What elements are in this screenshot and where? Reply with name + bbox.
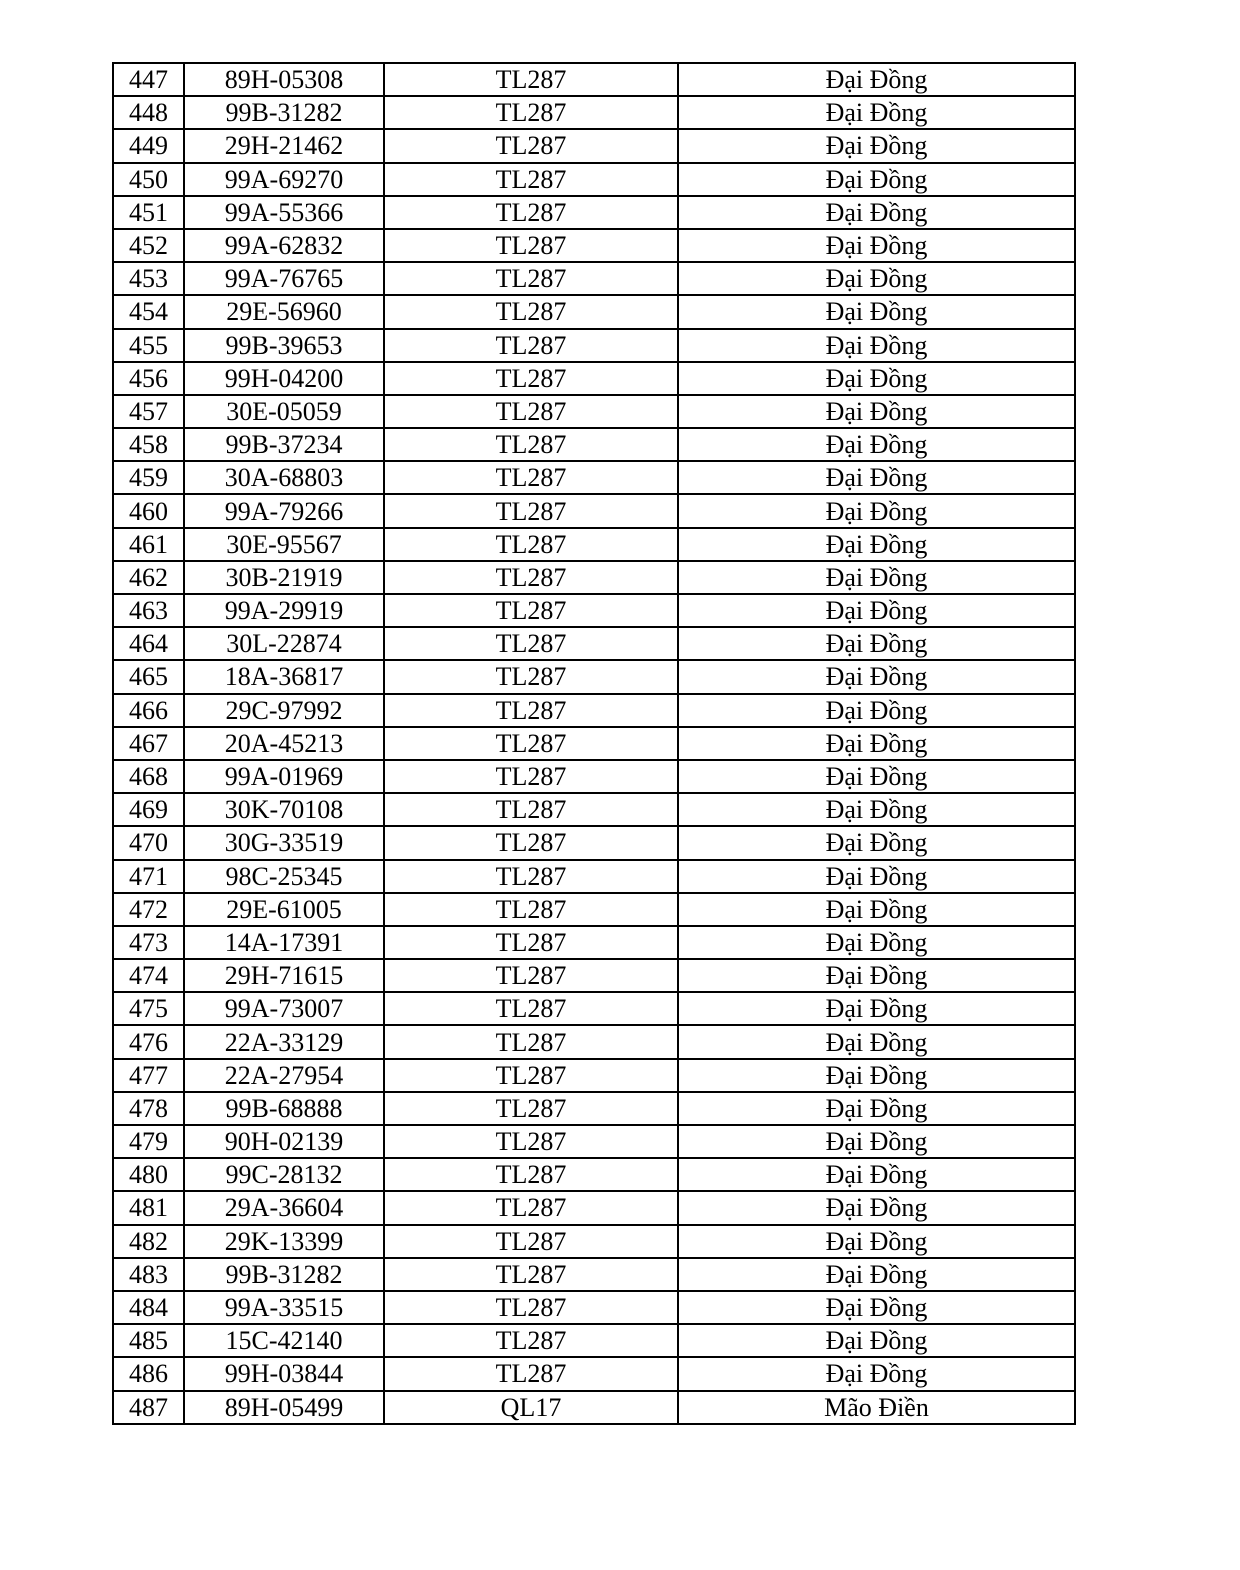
route-cell: TL287	[384, 992, 678, 1025]
location-cell: Đại Đồng	[678, 594, 1075, 627]
license-plate-cell: 99A-01969	[184, 760, 384, 793]
route-cell: TL287	[384, 793, 678, 826]
license-plate-cell: 99B-39653	[184, 329, 384, 362]
table-row	[113, 461, 1075, 494]
table-row	[113, 760, 1075, 793]
location-cell: Đại Đồng	[678, 926, 1075, 959]
table-row	[113, 494, 1075, 527]
row-number-cell: 454	[113, 295, 184, 328]
table-row	[113, 1324, 1075, 1357]
license-plate-cell: 30A-68803	[184, 461, 384, 494]
location-cell: Đại Đồng	[678, 727, 1075, 760]
license-plate-cell: 99B-31282	[184, 96, 384, 129]
row-number-cell: 457	[113, 395, 184, 428]
table-row	[113, 694, 1075, 727]
route-cell: TL287	[384, 860, 678, 893]
vehicle-violation-table	[112, 62, 1076, 1425]
table-row	[113, 1059, 1075, 1092]
route-cell: TL287	[384, 561, 678, 594]
license-plate-cell: 15C-42140	[184, 1324, 384, 1357]
route-cell: TL287	[384, 63, 678, 96]
license-plate-cell: 99B-37234	[184, 428, 384, 461]
row-number-cell: 462	[113, 561, 184, 594]
table-row	[113, 1025, 1075, 1058]
location-cell: Đại Đồng	[678, 528, 1075, 561]
location-cell: Đại Đồng	[678, 329, 1075, 362]
route-cell: TL287	[384, 494, 678, 527]
route-cell: TL287	[384, 1092, 678, 1125]
route-cell: TL287	[384, 461, 678, 494]
license-plate-cell: 99B-68888	[184, 1092, 384, 1125]
location-cell: Đại Đồng	[678, 1025, 1075, 1058]
route-cell: TL287	[384, 627, 678, 660]
table-row	[113, 627, 1075, 660]
route-cell: TL287	[384, 926, 678, 959]
table-row	[113, 561, 1075, 594]
row-number-cell: 480	[113, 1158, 184, 1191]
location-cell: Đại Đồng	[678, 461, 1075, 494]
license-plate-cell: 99A-69270	[184, 163, 384, 196]
table-row	[113, 262, 1075, 295]
location-cell: Đại Đồng	[678, 627, 1075, 660]
license-plate-cell: 99A-62832	[184, 229, 384, 262]
license-plate-cell: 99H-03844	[184, 1357, 384, 1390]
license-plate-cell: 30B-21919	[184, 561, 384, 594]
route-cell: TL287	[384, 893, 678, 926]
table-row	[113, 1125, 1075, 1158]
license-plate-cell: 99C-28132	[184, 1158, 384, 1191]
table-row	[113, 594, 1075, 627]
row-number-cell: 448	[113, 96, 184, 129]
location-cell: Đại Đồng	[678, 262, 1075, 295]
table-row	[113, 362, 1075, 395]
location-cell: Đại Đồng	[678, 96, 1075, 129]
license-plate-cell: 29E-61005	[184, 893, 384, 926]
license-plate-cell: 30E-95567	[184, 528, 384, 561]
table-row	[113, 63, 1075, 96]
license-plate-cell: 89H-05499	[184, 1391, 384, 1424]
table-row	[113, 1158, 1075, 1191]
license-plate-cell: 30L-22874	[184, 627, 384, 660]
license-plate-cell: 20A-45213	[184, 727, 384, 760]
location-cell: Đại Đồng	[678, 1158, 1075, 1191]
location-cell: Đại Đồng	[678, 1291, 1075, 1324]
route-cell: TL287	[384, 1158, 678, 1191]
location-cell: Đại Đồng	[678, 760, 1075, 793]
license-plate-cell: 99A-73007	[184, 992, 384, 1025]
location-cell: Đại Đồng	[678, 561, 1075, 594]
row-number-cell: 455	[113, 329, 184, 362]
license-plate-cell: 18A-36817	[184, 660, 384, 693]
row-number-cell: 487	[113, 1391, 184, 1424]
table-row	[113, 1258, 1075, 1291]
row-number-cell: 475	[113, 992, 184, 1025]
row-number-cell: 473	[113, 926, 184, 959]
row-number-cell: 459	[113, 461, 184, 494]
route-cell: TL287	[384, 395, 678, 428]
table-body	[113, 63, 1075, 1424]
row-number-cell: 472	[113, 893, 184, 926]
table-row	[113, 129, 1075, 162]
table-row	[113, 1191, 1075, 1224]
route-cell: TL287	[384, 1025, 678, 1058]
row-number-cell: 461	[113, 528, 184, 561]
route-cell: TL287	[384, 594, 678, 627]
table-row	[113, 727, 1075, 760]
route-cell: TL287	[384, 295, 678, 328]
row-number-cell: 470	[113, 826, 184, 859]
location-cell: Đại Đồng	[678, 1258, 1075, 1291]
license-plate-cell: 29A-36604	[184, 1191, 384, 1224]
location-cell: Đại Đồng	[678, 163, 1075, 196]
route-cell: TL287	[384, 196, 678, 229]
row-number-cell: 471	[113, 860, 184, 893]
table-row	[113, 329, 1075, 362]
row-number-cell: 449	[113, 129, 184, 162]
table-row	[113, 196, 1075, 229]
table-row	[113, 992, 1075, 1025]
row-number-cell: 460	[113, 494, 184, 527]
row-number-cell: 482	[113, 1225, 184, 1258]
location-cell: Đại Đồng	[678, 494, 1075, 527]
route-cell: TL287	[384, 1191, 678, 1224]
row-number-cell: 478	[113, 1092, 184, 1125]
route-cell: TL287	[384, 760, 678, 793]
license-plate-cell: 30E-05059	[184, 395, 384, 428]
location-cell: Đại Đồng	[678, 1125, 1075, 1158]
row-number-cell: 456	[113, 362, 184, 395]
row-number-cell: 469	[113, 793, 184, 826]
license-plate-cell: 29K-13399	[184, 1225, 384, 1258]
row-number-cell: 465	[113, 660, 184, 693]
route-cell: TL287	[384, 528, 678, 561]
row-number-cell: 479	[113, 1125, 184, 1158]
route-cell: TL287	[384, 329, 678, 362]
location-cell: Đại Đồng	[678, 893, 1075, 926]
row-number-cell: 466	[113, 694, 184, 727]
table-row	[113, 295, 1075, 328]
row-number-cell: 485	[113, 1324, 184, 1357]
route-cell: TL287	[384, 362, 678, 395]
location-cell: Đại Đồng	[678, 1225, 1075, 1258]
location-cell: Đại Đồng	[678, 694, 1075, 727]
location-cell: Đại Đồng	[678, 196, 1075, 229]
route-cell: QL17	[384, 1391, 678, 1424]
location-cell: Đại Đồng	[678, 860, 1075, 893]
license-plate-cell: 99A-29919	[184, 594, 384, 627]
license-plate-cell: 29H-21462	[184, 129, 384, 162]
license-plate-cell: 99A-79266	[184, 494, 384, 527]
location-cell: Đại Đồng	[678, 992, 1075, 1025]
route-cell: TL287	[384, 1258, 678, 1291]
route-cell: TL287	[384, 129, 678, 162]
license-plate-cell: 89H-05308	[184, 63, 384, 96]
row-number-cell: 467	[113, 727, 184, 760]
location-cell: Đại Đồng	[678, 959, 1075, 992]
location-cell: Đại Đồng	[678, 1357, 1075, 1390]
table-row	[113, 1357, 1075, 1390]
license-plate-cell: 29H-71615	[184, 959, 384, 992]
route-cell: TL287	[384, 428, 678, 461]
table-row	[113, 893, 1075, 926]
row-number-cell: 474	[113, 959, 184, 992]
location-cell: Đại Đồng	[678, 1059, 1075, 1092]
route-cell: TL287	[384, 694, 678, 727]
table-row	[113, 229, 1075, 262]
location-cell: Đại Đồng	[678, 1191, 1075, 1224]
route-cell: TL287	[384, 1324, 678, 1357]
row-number-cell: 464	[113, 627, 184, 660]
location-cell: Đại Đồng	[678, 229, 1075, 262]
row-number-cell: 458	[113, 428, 184, 461]
table-row	[113, 528, 1075, 561]
row-number-cell: 450	[113, 163, 184, 196]
route-cell: TL287	[384, 1291, 678, 1324]
location-cell: Đại Đồng	[678, 793, 1075, 826]
table-row	[113, 860, 1075, 893]
table-row	[113, 1391, 1075, 1424]
table-row	[113, 926, 1075, 959]
table-row	[113, 660, 1075, 693]
row-number-cell: 452	[113, 229, 184, 262]
license-plate-cell: 14A-17391	[184, 926, 384, 959]
location-cell: Đại Đồng	[678, 63, 1075, 96]
table-row	[113, 96, 1075, 129]
route-cell: TL287	[384, 727, 678, 760]
row-number-cell: 477	[113, 1059, 184, 1092]
table-row	[113, 1291, 1075, 1324]
table-row	[113, 428, 1075, 461]
location-cell: Đại Đồng	[678, 826, 1075, 859]
license-plate-cell: 98C-25345	[184, 860, 384, 893]
row-number-cell: 486	[113, 1357, 184, 1390]
license-plate-cell: 22A-27954	[184, 1059, 384, 1092]
row-number-cell: 483	[113, 1258, 184, 1291]
location-cell: Đại Đồng	[678, 1092, 1075, 1125]
location-cell: Đại Đồng	[678, 428, 1075, 461]
location-cell: Đại Đồng	[678, 129, 1075, 162]
license-plate-cell: 99A-33515	[184, 1291, 384, 1324]
route-cell: TL287	[384, 96, 678, 129]
row-number-cell: 453	[113, 262, 184, 295]
route-cell: TL287	[384, 826, 678, 859]
route-cell: TL287	[384, 1059, 678, 1092]
location-cell: Đại Đồng	[678, 660, 1075, 693]
route-cell: TL287	[384, 1225, 678, 1258]
license-plate-cell: 90H-02139	[184, 1125, 384, 1158]
license-plate-cell: 29E-56960	[184, 295, 384, 328]
table-row	[113, 395, 1075, 428]
license-plate-cell: 99A-55366	[184, 196, 384, 229]
row-number-cell: 468	[113, 760, 184, 793]
row-number-cell: 451	[113, 196, 184, 229]
route-cell: TL287	[384, 1125, 678, 1158]
row-number-cell: 484	[113, 1291, 184, 1324]
table-row	[113, 163, 1075, 196]
location-cell: Đại Đồng	[678, 295, 1075, 328]
license-plate-cell: 99A-76765	[184, 262, 384, 295]
row-number-cell: 481	[113, 1191, 184, 1224]
route-cell: TL287	[384, 959, 678, 992]
table-row	[113, 1092, 1075, 1125]
row-number-cell: 447	[113, 63, 184, 96]
row-number-cell: 463	[113, 594, 184, 627]
row-number-cell: 476	[113, 1025, 184, 1058]
location-cell: Mão Điền	[678, 1391, 1075, 1424]
table-row	[113, 793, 1075, 826]
route-cell: TL287	[384, 229, 678, 262]
location-cell: Đại Đồng	[678, 395, 1075, 428]
license-plate-cell: 30G-33519	[184, 826, 384, 859]
license-plate-cell: 22A-33129	[184, 1025, 384, 1058]
table-row	[113, 826, 1075, 859]
route-cell: TL287	[384, 262, 678, 295]
table-row	[113, 959, 1075, 992]
license-plate-cell: 29C-97992	[184, 694, 384, 727]
table-row	[113, 1225, 1075, 1258]
route-cell: TL287	[384, 163, 678, 196]
location-cell: Đại Đồng	[678, 362, 1075, 395]
license-plate-cell: 30K-70108	[184, 793, 384, 826]
route-cell: TL287	[384, 660, 678, 693]
license-plate-cell: 99B-31282	[184, 1258, 384, 1291]
location-cell: Đại Đồng	[678, 1324, 1075, 1357]
route-cell: TL287	[384, 1357, 678, 1390]
license-plate-cell: 99H-04200	[184, 362, 384, 395]
